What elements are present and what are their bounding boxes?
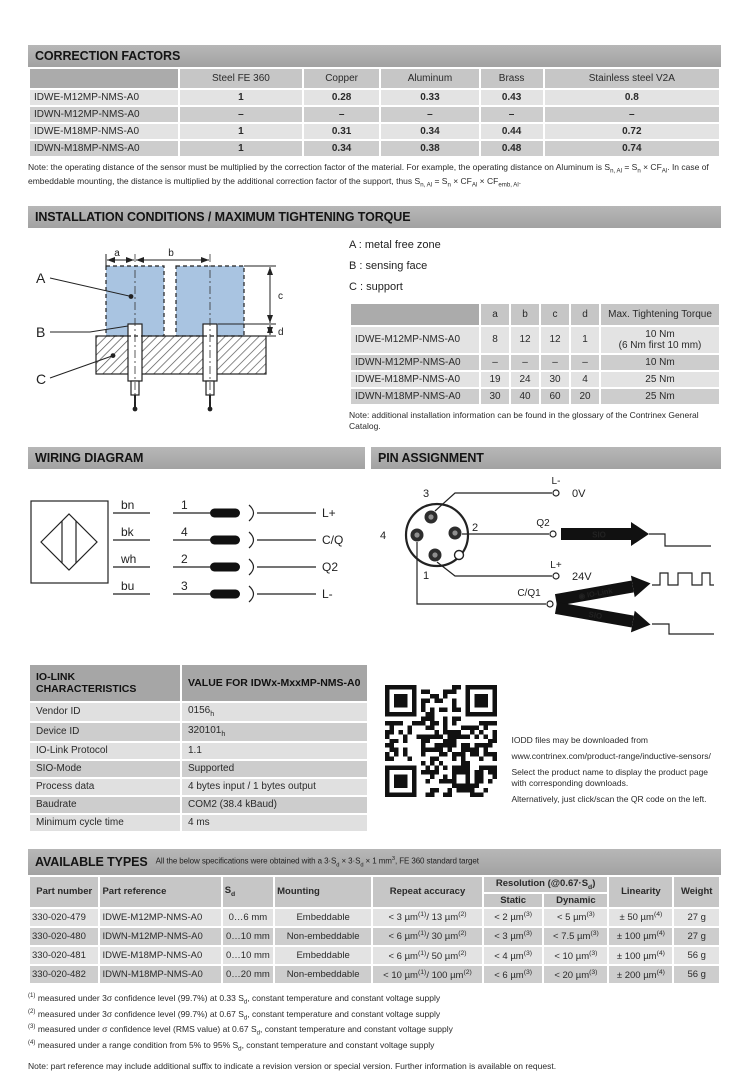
table-cell: 0…20 mm xyxy=(223,966,273,983)
table-cell: < 10 µm$^{(1)}$/ 100 µm$^{(2)}$ xyxy=(373,966,482,983)
wire-row xyxy=(113,525,343,548)
table-cell: IDWN-M12MP-NMS-A0 xyxy=(351,355,479,370)
label-q2: Q2 xyxy=(536,517,550,529)
table-cell: 10 Nm (6 Nm first 10 mm) xyxy=(601,327,719,353)
section-header-pin-assignment xyxy=(371,447,721,469)
pin-number-3: 3 xyxy=(423,487,430,500)
table-cell: 8 xyxy=(481,327,509,353)
column-header: Mounting xyxy=(275,877,371,907)
table-row xyxy=(30,947,719,964)
table-cell: 1.1 xyxy=(182,743,367,759)
column-header-resolution-group: Resolution $(@0.67\cdot S_d)$ xyxy=(484,877,608,892)
socket-arc xyxy=(249,559,254,575)
pin-contact xyxy=(210,508,240,517)
table-cell: 4 bytes input / 1 bytes output xyxy=(182,779,367,795)
wire-row xyxy=(113,498,336,521)
table-cell: ± 200 µm$^{(4)}$ xyxy=(609,966,672,983)
table-header-row xyxy=(30,69,719,88)
wire-color-label: wh xyxy=(121,551,137,566)
pin-contact xyxy=(210,562,240,571)
table-cell: – xyxy=(481,107,543,122)
table-cell: IDWE-M12MP-NMS-A0 xyxy=(30,90,178,105)
table-cell: 330-020-482 xyxy=(30,966,98,983)
table-cell: Baudrate xyxy=(30,797,180,813)
table-cell: – xyxy=(481,355,509,370)
section-title: AVAILABLE TYPES xyxy=(35,854,148,869)
table-cell: 24 xyxy=(511,372,539,387)
column-header: Aluminum xyxy=(381,69,478,88)
pin-contact xyxy=(210,535,240,544)
table-cell: Non-embeddable xyxy=(275,928,371,945)
table-cell: 12 xyxy=(511,327,539,353)
table-cell: – xyxy=(381,107,478,122)
table-cell: 40 xyxy=(511,389,539,404)
table-row xyxy=(30,815,367,831)
table-cell: < 3 µm$^{(3)}$ xyxy=(484,928,543,945)
corner-cell xyxy=(351,304,479,325)
pin-number-4: 4 xyxy=(380,529,387,542)
table-header-row xyxy=(30,877,719,892)
available-types-table xyxy=(28,875,721,986)
table-cell: 20 xyxy=(571,389,599,404)
table-cell: < 3 µm$^{(1)}$/ 13 µm$^{(2)}$ xyxy=(373,909,482,926)
column-header: Max. Tightening Torque xyxy=(601,304,719,325)
table-cell: IDWE-M18MP-NMS-A0 xyxy=(30,124,178,139)
table-cell: ± 100 µm$^{(4)}$ xyxy=(609,928,672,945)
q2-signal-line xyxy=(649,534,711,546)
table-cell: Embeddable xyxy=(275,947,371,964)
table-row xyxy=(30,779,367,795)
table-cell: 0.34 xyxy=(381,124,478,139)
table-cell: 1 xyxy=(180,124,302,139)
label-iolink: ◉ IO-Link xyxy=(577,585,614,601)
table-row xyxy=(30,797,367,813)
table-cell: – xyxy=(304,107,380,122)
table-cell: – xyxy=(511,355,539,370)
dim-label-d: d xyxy=(278,326,284,338)
socket-arc xyxy=(249,505,254,521)
legend-metal-free-zone: A : metal free zone xyxy=(349,238,441,251)
table-cell: 0.43 xyxy=(481,90,543,105)
table-cell: Vendor ID xyxy=(30,703,180,721)
label-lminus: L- xyxy=(551,475,561,487)
footnote: $^{(4)}$ measured under a range condition from 5% to 95% $S_d$, constant temperature and constant voltage supply xyxy=(28,1039,435,1053)
column-header: Copper xyxy=(304,69,380,88)
column-header: a xyxy=(481,304,509,325)
wire-signal-label: Q2 xyxy=(322,559,339,574)
available-note: Note: part reference may include additional suffix to indicate a revision version or special version. Further information is available on request. xyxy=(28,1060,557,1071)
sio-signal-line xyxy=(652,624,714,634)
qr-caption-line: Select the product name to display the product page with corresponding downloads. xyxy=(511,766,709,788)
label-cq1: C/Q1 xyxy=(517,587,541,599)
wire-row xyxy=(113,552,338,575)
wire-color-label: bk xyxy=(121,524,134,539)
socket-arc xyxy=(249,586,254,602)
table-cell: Supported xyxy=(182,761,367,777)
table-cell: IDWE-M18MP-NMS-A0 xyxy=(351,372,479,387)
corner-cell xyxy=(30,69,178,88)
table-row xyxy=(351,389,719,404)
table-row xyxy=(30,107,719,122)
section-header-correction-factors xyxy=(28,45,721,67)
wire-color-label: bn xyxy=(121,497,135,512)
dim-label-b: b xyxy=(168,247,174,259)
table-cell: ± 100 µm$^{(4)}$ xyxy=(609,947,672,964)
wiring-diagram xyxy=(28,483,358,623)
legend-sensing-face: B : sensing face xyxy=(349,259,428,272)
dim-label-c: c xyxy=(278,290,283,302)
column-header: Part reference xyxy=(100,877,220,907)
footnote: $^{(2)}$ measured under 3σ confidence level (99.7%) at 0.67 $S_d$, constant temperature and constant voltage supply xyxy=(28,1008,441,1022)
table-cell: 30 xyxy=(481,389,509,404)
table-cell: IDWN-M12MP-NMS-A0 xyxy=(30,107,178,122)
table-cell: 60 xyxy=(541,389,569,404)
wire-signal-label: C/Q xyxy=(322,532,344,547)
table-row xyxy=(30,761,367,777)
label-sio-upper: SIO xyxy=(592,530,606,540)
wire-color-label: bu xyxy=(121,578,135,593)
table-cell: IDWE-M18MP-NMS-A0 xyxy=(100,947,220,964)
table-cell: COM2 (38.4 kBaud) xyxy=(182,797,367,813)
table-row xyxy=(30,909,719,926)
table-cell: 330-020-480 xyxy=(30,928,98,945)
metal-free-zones xyxy=(106,266,244,336)
table-row xyxy=(351,327,719,353)
section-header-wiring xyxy=(28,447,365,469)
table-cell: 4 xyxy=(571,372,599,387)
table-cell: 19 xyxy=(481,372,509,387)
table-cell: 0…10 mm xyxy=(223,928,273,945)
table-cell: – xyxy=(180,107,302,122)
label-24v: 24V xyxy=(572,570,592,583)
table-cell: 0…10 mm xyxy=(223,947,273,964)
section-available-types xyxy=(28,849,721,1072)
table-cell: IDWE-M12MP-NMS-A0 xyxy=(100,909,220,926)
section-title: INSTALLATION CONDITIONS / MAXIMUM TIGHTENING TORQUE xyxy=(35,209,411,224)
table-cell: IDWN-M18MP-NMS-A0 xyxy=(30,141,178,156)
table-row xyxy=(30,703,367,721)
column-header-dynamic: Dynamic xyxy=(544,894,607,907)
table-cell: – xyxy=(571,355,599,370)
table-row xyxy=(30,90,719,105)
table-cell: 0.33 xyxy=(381,90,478,105)
footnote: $^{(3)}$ measured under σ confidence level (RMS value) at 0.67 $S_d$, constant temperature and constant voltage supply xyxy=(28,1023,453,1038)
table-cell: 330-020-481 xyxy=(30,947,98,964)
table-cell: IDWN-M18MP-NMS-A0 xyxy=(351,389,479,404)
table-cell: 0…6 mm xyxy=(223,909,273,926)
column-header: c xyxy=(541,304,569,325)
wire-pin-label: 4 xyxy=(181,524,188,539)
table-header-row xyxy=(351,304,719,325)
table-cell: < 20 µm$^{(3)}$ xyxy=(544,966,607,983)
table-cell: 0.74 xyxy=(545,141,719,156)
section-title: WIRING DIAGRAM xyxy=(35,450,144,465)
connector-face xyxy=(380,488,478,582)
column-header-static: Static xyxy=(484,894,543,907)
iolink-table xyxy=(28,663,369,833)
table-row xyxy=(30,928,719,945)
section-title: CORRECTION FACTORS xyxy=(35,49,181,63)
table-cell: IDWN-M12MP-NMS-A0 xyxy=(100,928,220,945)
table-cell: < 6 µm$^{(1)}$/ 50 µm$^{(2)}$ xyxy=(373,947,482,964)
download-url-link[interactable]: www.contrinex.com/product-range/inductive-sensors/ xyxy=(511,750,711,761)
table-cell: Minimum cycle time xyxy=(30,815,180,831)
table-cell: 56 g xyxy=(674,947,719,964)
table-cell: SIO-Mode xyxy=(30,761,180,777)
table-cell: 1 xyxy=(180,90,302,105)
table-cell: 0.28 xyxy=(304,90,380,105)
footnotes xyxy=(28,992,721,1072)
column-header: b xyxy=(511,304,539,325)
table-header-row xyxy=(30,665,367,701)
table-cell: $320101_h$ xyxy=(182,723,367,741)
table-cell: 25 Nm xyxy=(601,389,719,404)
callout-B: B xyxy=(36,323,46,340)
section-iolink xyxy=(28,663,721,833)
table-cell: Embeddable xyxy=(275,909,371,926)
table-row xyxy=(30,966,719,983)
table-row xyxy=(30,743,367,759)
table-cell: < 6 µm$^{(1)}$/ 30 µm$^{(2)}$ xyxy=(373,928,482,945)
table-cell: < 6 µm$^{(3)}$ xyxy=(484,966,543,983)
dim-label-a: a xyxy=(114,247,120,259)
table-cell: 56 g xyxy=(674,966,719,983)
table-cell: 25 Nm xyxy=(601,372,719,387)
column-header: Brass xyxy=(481,69,543,88)
column-header: Linearity xyxy=(609,877,672,907)
socket-arc xyxy=(249,532,254,548)
table-row xyxy=(351,355,719,370)
table-cell: < 5 µm$^{(3)}$ xyxy=(544,909,607,926)
wire-pin-label: 3 xyxy=(181,578,188,593)
table-cell: 27 g xyxy=(674,909,719,926)
qr-caption-line: IODD files may be downloaded from xyxy=(511,734,648,745)
column-header: $S_d$ xyxy=(223,877,273,907)
table-cell: – xyxy=(541,355,569,370)
label-lplus: L+ xyxy=(550,559,562,571)
correction-note: Note: the operating distance of the sensor must be multiplied by the correction factor of the material. For example, the operating distance on Aluminum is $S_{n, Al} = S_n \times CF_{Al}$. In case of embeddable mounting, the distance is multiplied by the additional correction factor of the support, thus $S_{n, Al} = S_n \times CF_{Al} \times CF_{emb, Al}$. xyxy=(28,162,709,189)
column-header: VALUE FOR IDWx-MxxMP-NMS-A0 xyxy=(182,665,367,701)
wire-signal-label: L+ xyxy=(322,505,336,520)
pin-contact xyxy=(210,589,240,598)
wire-pin-label: 1 xyxy=(181,497,188,512)
table-cell: ± 50 µm$^{(4)}$ xyxy=(609,909,672,926)
qr-code[interactable] xyxy=(385,685,497,797)
table-cell: 0.34 xyxy=(304,141,380,156)
qr-caption-line: Alternatively, just click/scan the QR code on the left. xyxy=(511,794,707,805)
table-cell: 10 Nm xyxy=(601,355,719,370)
label-0v: 0V xyxy=(572,487,586,500)
table-cell: $0156_h$ xyxy=(182,703,367,721)
table-cell: 0.48 xyxy=(481,141,543,156)
table-cell: Process data xyxy=(30,779,180,795)
table-cell: Device ID xyxy=(30,723,180,741)
sio-arrow-q2 xyxy=(561,522,649,546)
table-cell: 0.31 xyxy=(304,124,380,139)
table-cell: < 7.5 µm$^{(3)}$ xyxy=(544,928,607,945)
column-header: Weight xyxy=(674,877,719,907)
table-cell: – xyxy=(545,107,719,122)
table-cell: IDWN-M18MP-NMS-A0 xyxy=(100,966,220,983)
table-cell: < 10 µm$^{(3)}$ xyxy=(544,947,607,964)
pin-assignment-diagram xyxy=(371,473,716,637)
table-cell: IO-Link Protocol xyxy=(30,743,180,759)
table-cell: < 4 µm$^{(3)}$ xyxy=(484,947,543,964)
pin-number-2: 2 xyxy=(472,521,479,534)
table-cell: < 2 µm$^{(3)}$ xyxy=(484,909,543,926)
correction-factors-table xyxy=(28,67,721,158)
column-header: Repeat accuracy xyxy=(373,877,482,907)
installation-diagram xyxy=(28,236,340,424)
column-header: Part number xyxy=(30,877,98,907)
qr-caption xyxy=(511,735,721,810)
sensor-symbol xyxy=(31,501,108,583)
installation-note: Note: additional installation information can be found in the glossary of the Contrinex General Catalog. xyxy=(349,409,699,432)
column-header: Stainless steel V2A xyxy=(545,69,719,88)
callout-C: C xyxy=(36,370,47,387)
table-row xyxy=(351,372,719,387)
column-header: d xyxy=(571,304,599,325)
table-cell: 0.72 xyxy=(545,124,719,139)
tightening-torque-table xyxy=(349,302,721,406)
footnote: $^{(1)}$ measured under 3σ confidence level (99.7%) at 0.33 $S_d$, constant temperature and constant voltage supply xyxy=(28,992,441,1007)
table-row xyxy=(30,141,719,156)
section-header-available-types xyxy=(28,849,721,875)
table-cell: 12 xyxy=(541,327,569,353)
table-cell: 30 xyxy=(541,372,569,387)
table-cell: 1 xyxy=(180,141,302,156)
table-cell: 0.38 xyxy=(381,141,478,156)
table-cell: 1 xyxy=(571,327,599,353)
section-subtitle: All the below specifications were obtained with a $3\cdot S_d \times 3\cdot S_d \times 1$ $mm^3$, FE 360 standard target xyxy=(155,855,479,868)
legend-support: C : support xyxy=(349,280,403,293)
table-cell: 4 ms xyxy=(182,815,367,831)
section-title: PIN ASSIGNMENT xyxy=(378,450,484,465)
table-cell: 330-020-479 xyxy=(30,909,98,926)
support-block xyxy=(96,336,266,374)
label-sio-lower: SIO xyxy=(587,609,603,621)
table-cell: IDWE-M12MP-NMS-A0 xyxy=(351,327,479,353)
table-cell: 27 g xyxy=(674,928,719,945)
table-row xyxy=(30,723,367,741)
column-header: IO-LINK CHARACTERISTICS xyxy=(30,665,180,701)
pin-number-1: 1 xyxy=(423,569,430,582)
section-installation xyxy=(28,206,721,433)
column-header: Steel FE 360 xyxy=(180,69,302,88)
section-header-installation xyxy=(28,206,721,228)
callout-A: A xyxy=(36,269,46,286)
wire-signal-label: L- xyxy=(322,586,333,601)
section-correction-factors xyxy=(28,45,721,190)
table-cell: 0.44 xyxy=(481,124,543,139)
wire-row xyxy=(113,579,333,602)
wire-lplus xyxy=(437,562,559,579)
table-cell: Non-embeddable xyxy=(275,966,371,983)
wire-pin-label: 2 xyxy=(181,551,188,566)
section-wiring-pin xyxy=(28,447,721,642)
table-row xyxy=(30,124,719,139)
table-cell: 0.8 xyxy=(545,90,719,105)
iolink-signal-line xyxy=(652,573,714,585)
